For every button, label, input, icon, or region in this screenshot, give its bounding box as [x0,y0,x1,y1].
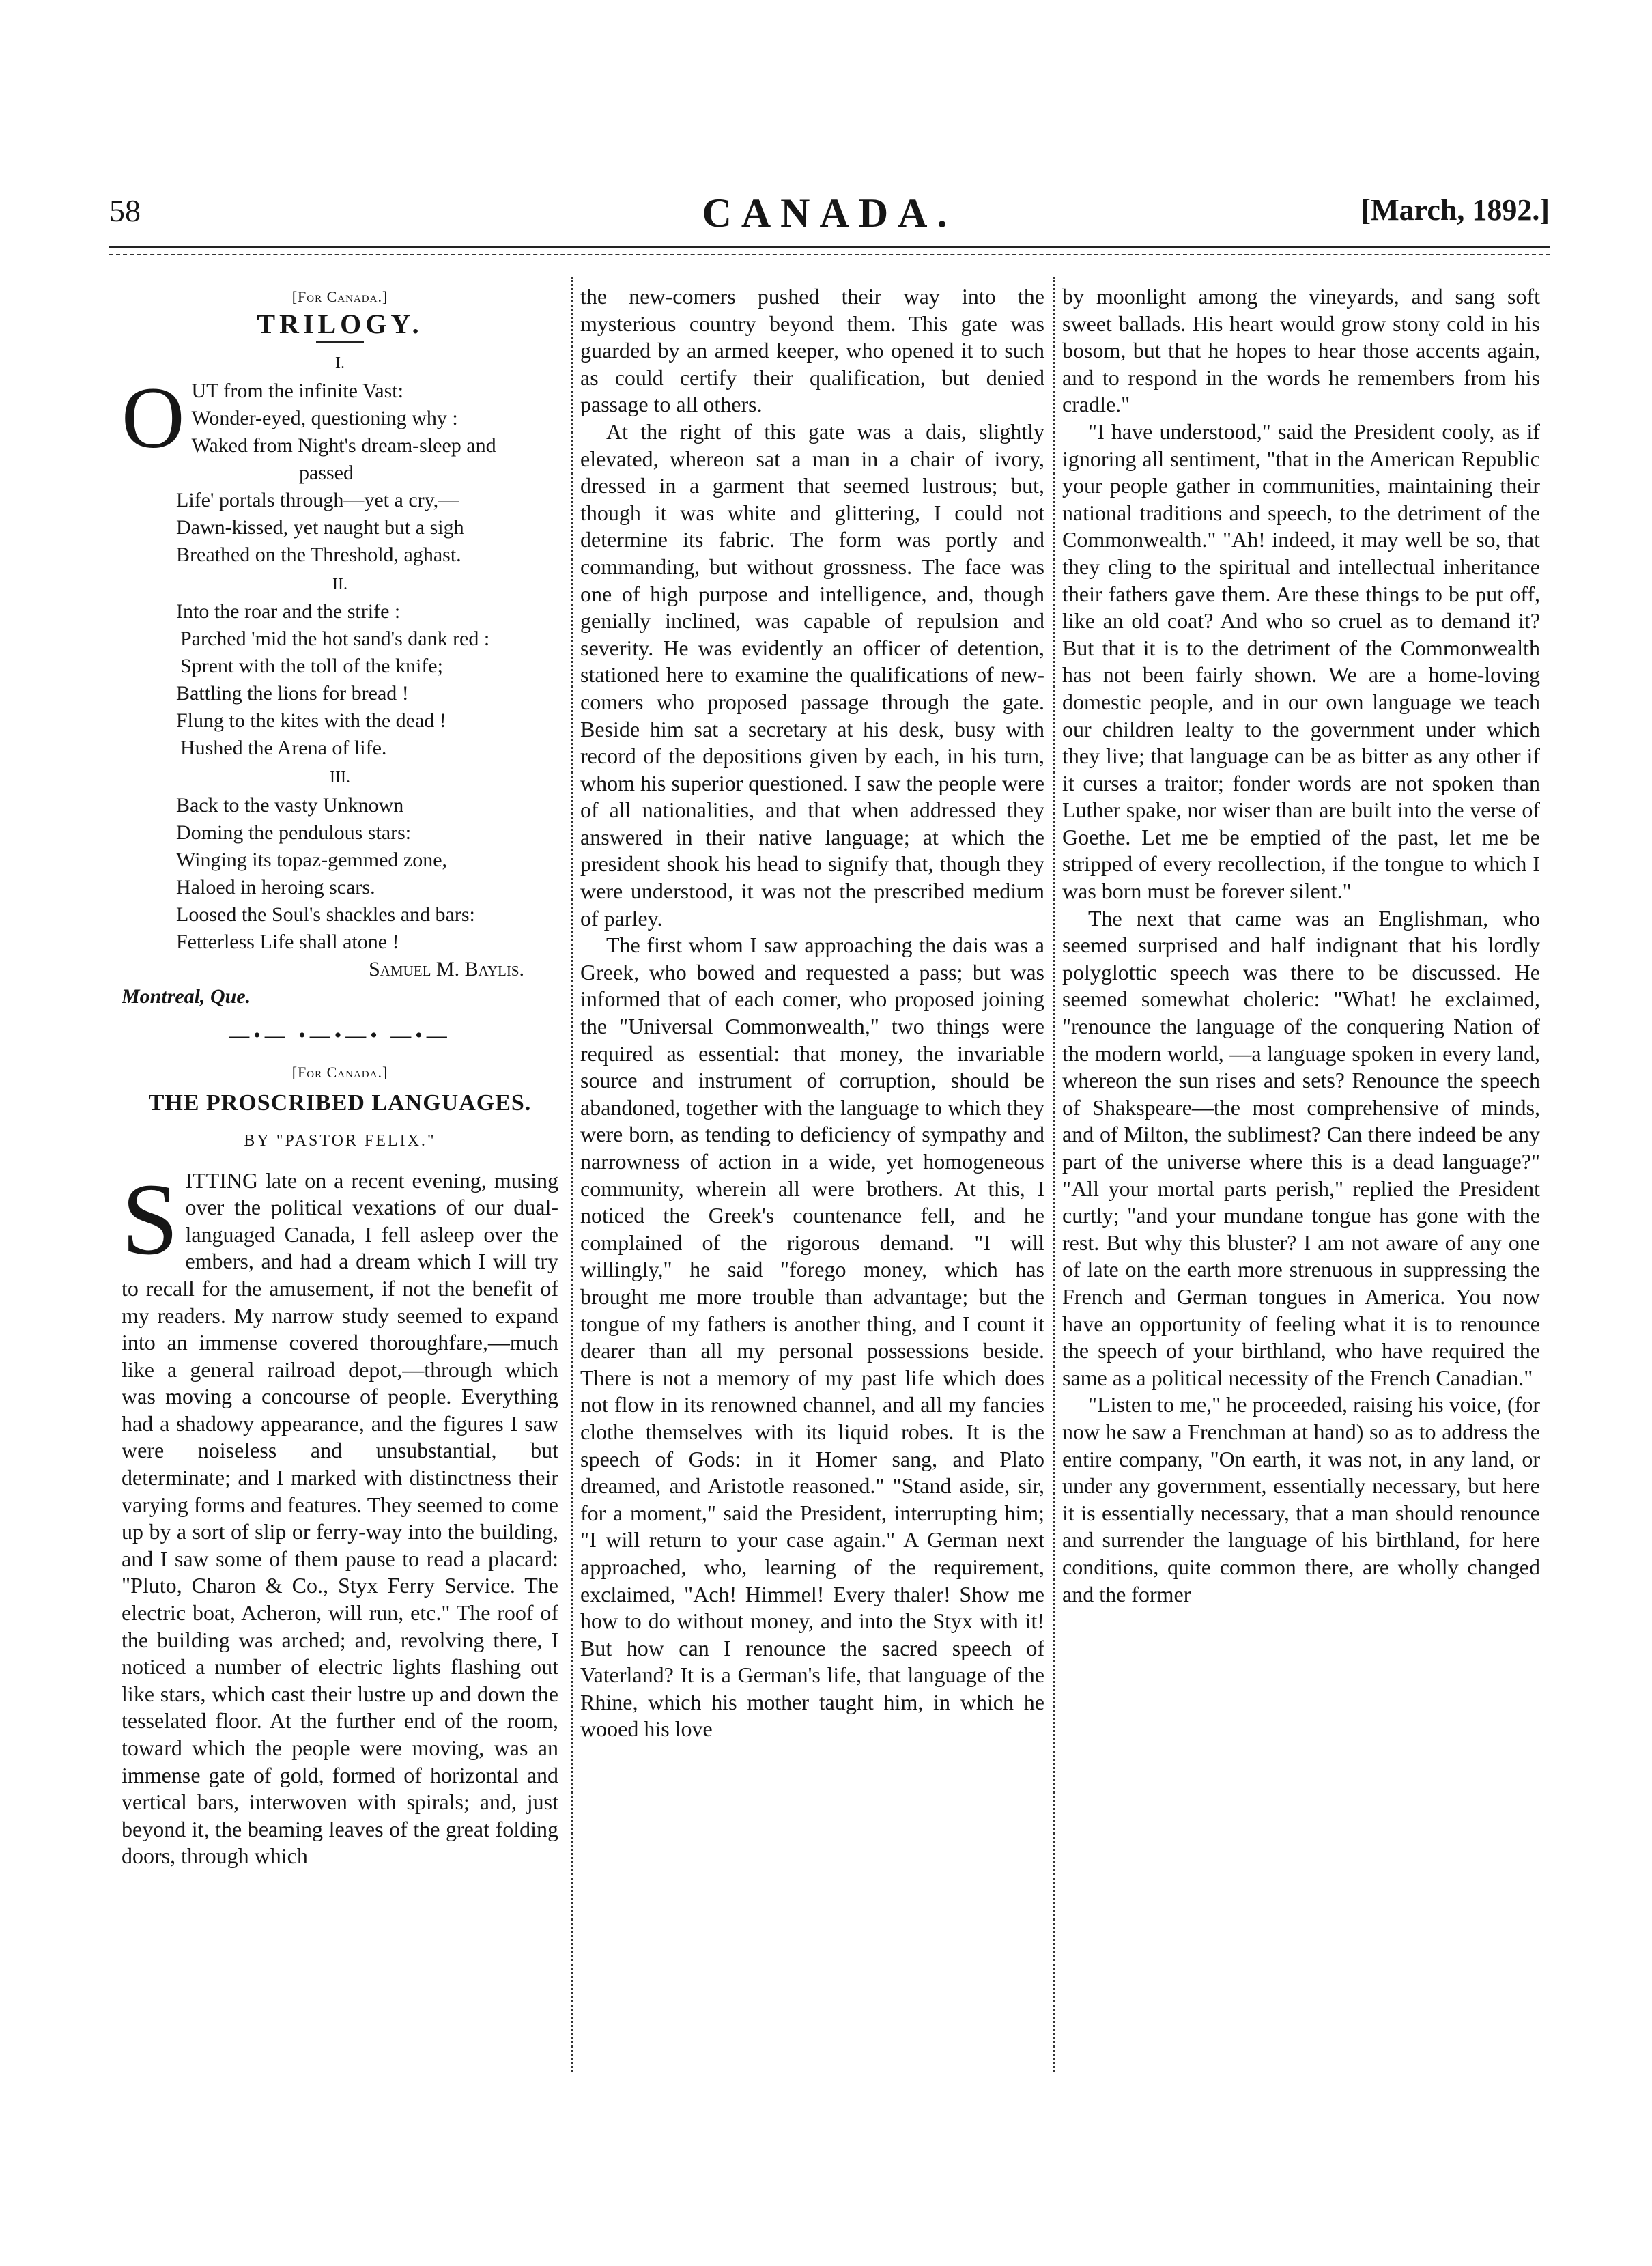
poem-part-3 [122,792,558,956]
poem-place: Montreal, Que. [122,985,251,1008]
poem-line: UT from the infinite Vast: [191,379,403,402]
poem-line: Dawn-kissed, yet naught but a sigh [176,515,464,539]
poem-author: Samuel M. Baylis. [369,957,524,980]
poem-line: passed [299,461,354,484]
column-2 [580,283,1044,2072]
article-paragraph: "Listen to me," he proceeded, raising his voice, (for now he saw a Frenchman at hand) so as to address the entire company, "On earth, it was not, in any land, or under any government, essentially necessary, but here it is essentially necessary, that a man should renounce and surrender the language of his birthland, for here conditions, quite common there, are wholly changed and the former [1062,1392,1540,1606]
poem-line: Flung to the kites with the dead ! [176,709,446,733]
poem-part-3-numeral: III. [330,769,350,787]
article-dropcap: S [122,1162,179,1276]
poem-line: Fetterless Life shall atone ! [176,930,399,953]
poem-line: Hushed the Arena of life. [180,737,387,760]
poem-line: Sprent with the toll of the knife; [180,655,443,678]
poem-source-note: [For Canada.] [291,288,388,305]
poem-part-1-numeral: I. [335,354,345,373]
poem-line: Parched 'mid the hot sand's dank red : [180,627,490,651]
article-paragraph: The first whom I saw approaching the dais was a Greek, who bowed and requested a pass; but was informed that of each comer, who proposed joining the "Universal Commonwealth," two things were required as essential: that money, the invariable source and instrument of corruption, should be abandoned, together with the language to which they were born, as tending to deficiency of sympathy and narrowness of action in a wide, yet homogeneous community, wherein all were brothers. At this, I noticed the Greek's countenance fell, and he complained of the rigorous demand. "I will willingly," he said "forego money, which has brought me more trouble than advantage; but the tongue of my fathers is another thing, and I count it dearer than all my personal possessions beside. There is not a memory of my past life which does not flow in its renowned channel, and all my fancies clothe themselves with its liquid robes. It is the speech of Gods: in it Homer sang, and Plato dreamed, and Aristotle reasoned." "Stand aside, sir, for a moment," said the President, interrupting him; "I will return to your case again." A German next approached, who, learning of the requirement, exclaimed, "Ach! Himmel! Every thaler! Show me how to do without money, and into the Styx with it! But how can I renounce the sacred speech of Vaterland? It is a German's life, that language of the Rhine, which his mother taught him, in which he wooed his love [580,933,1044,1742]
article-byline: BY "PASTOR FELIX." [244,1131,436,1150]
poem-line: Doming the pendulous stars: [176,821,412,844]
article-paragraph: The next that came was an Englishman, who seemed surprised and half indignant that his lordly polyglottic speech was there to be discussed. He seemed somewhat choleric: "What! he exclaimed, "renounce the language of the conquering Nation of the modern world, —a language spoken in every land, whereon the sun rises and sets? Renounce the speech of Shakspeare—the most comprehensive of minds, and of Milton, the sublimest? Can there indeed be any part of the universe where this is a dead language?" "All your mortal parts perish," replied the President curtly; "and your mundane tongue has gone with the rest. But why this bluster? I am not aware of any one of late on the earth more strenuous in suppressing the French and German tongues in America. You now have an opportunity of feeling what it is to renounce the speech of your birthland, who have required the same as a political necessity of the French Canadian." [1062,905,1540,1390]
header-rule-dashed [109,254,1550,255]
poem-line: Haloed in heroing scars. [176,875,375,898]
poem-line: Loosed the Soul's shackles and bars: [176,903,475,926]
poem-line: Waked from Night's dream-sleep and [191,434,496,457]
article-source-note: [For Canada.] [291,1063,388,1081]
page-number: 58 [109,193,141,228]
column-3 [1062,283,1540,2072]
poem-part-1 [122,369,558,569]
poem-dropcap: O [122,369,185,466]
column-divider-2 [1053,277,1055,2072]
issue-date: [March, 1892.] [1361,193,1550,227]
poem-title-rule [316,341,364,343]
article-paragraph: the new-comers pushed their way into the mysterious country beyond them. This gate was guarded by an armed keeper, who opened it to such as could certify their qualification, but denied passage to all others. [580,284,1044,417]
column-divider-1 [571,277,573,2072]
poem-line: Life' portals through—yet a cry,— [176,488,459,511]
column-1 [122,283,558,2072]
article-title: THE PROSCRIBED LANGUAGES. [148,1090,532,1116]
poem-part-2 [122,598,558,762]
poem-title: TRILOGY. [257,308,423,339]
poem-line: Back to the vasty Unknown [176,793,404,817]
poem-line: Battling the lions for bread ! [176,682,409,705]
section-ornament: —•— •—•—• —•— [229,1024,451,1047]
header-rule [109,246,1550,248]
article-paragraph: At the right of this gate was a dais, slightly elevated, whereon sat a man in a chair of ivory, dressed in a garment that seemed lustrous; but, though it was white and glittering, I could not determine its fabric. The form was portly and commanding, but without grossness. The face was one of high purpose and intelligence, and, though genially inclined, was capable of repulsion and severity. He was evidently an officer of detention, stationed here to examine the qualifications of new-comers who proposed passage through the gate. Beside him sat a secretary at his desk, busy with record of the depositions given by each, in his turn, whom his superior questioned. I saw the people were of all nationalities, and that when addressed they answered in their native language; at which the president shook his head to signify that, though they were understood, it was not the prescribed medium of parley. [580,419,1044,931]
poem-line: Winging its topaz-gemmed zone, [176,848,448,871]
page-header [109,190,1550,240]
article-paragraph: by moonlight among the vineyards, and sang soft sweet ballads. His heart would grow stony cold in his bosom, but that he hopes to hear those accents again, and to respond in the words he remembers from his cradle." [1062,284,1540,417]
poem-line: Into the roar and the strife : [176,600,401,623]
masthead-title: CANADA. [702,190,957,236]
poem-line: Wonder-eyed, questioning why : [191,406,458,429]
poem-part-2-numeral: II. [332,575,347,593]
article-paragraph: "I have understood," said the President cooly, as if ignoring all sentiment, "that in the American Republic your people gather in communities, maintaining their national traditions and speech, to the detriment of the Commonwealth." "Ah! indeed, it may well be so, that they cling to the spiritual and intellectual inheritance their fathers gave them. Are these things to be put off, like an old coat? And who so cruel as to demand it? But that it is to the detriment of the Commonwealth has not been fairly shown. We are a home-loving domestic people, and in our own language we teach our children lealty to the government under which they live; that language can be as bitter as any other if it curses a traitor; fonder words are not spoken than Luther spake, nor wiser than are built into the verse of Goethe. Let me be emptied of the past, let me be stripped of every recollection, if the tongue to which I was born must be forever silent." [1062,419,1540,904]
poem-line: Breathed on the Threshold, aghast. [176,543,461,566]
article-paragraph: SITTING late on a recent evening, musing over the political vexations of our dual-languaged Canada, I fell asleep over the embers, and had a dream which I will try to recall for the amusement, if not the benefit of my readers. My narrow study seemed to expand into an immense covered thoroughfare,—much like a general railroad depot,—through which was moving a concourse of people. Everything had a shadowy appearance, and the figures I saw were noiseless and unsubstantial, but determinate; and I marked with distinctness their varying forms and features. They seemed to come up by a sort of slip or ferry-way into the building, and I saw some of them pause to read a placard: "Pluto, Charon & Co., Styx Ferry Service. The electric boat, Acheron, will run, etc." The roof of the building was arched; and, revolving there, I noticed a number of electric lights flashing out like stars, which cast their lustre up and down the tesselated floor. At the further end of the room, toward which the people were moving, was an immense gate of gold, formed of horizontal and vertical bars, interwoven with spirals; and, just beyond it, the beaming leaves of the great folding doors, through which [122,1162,558,1869]
